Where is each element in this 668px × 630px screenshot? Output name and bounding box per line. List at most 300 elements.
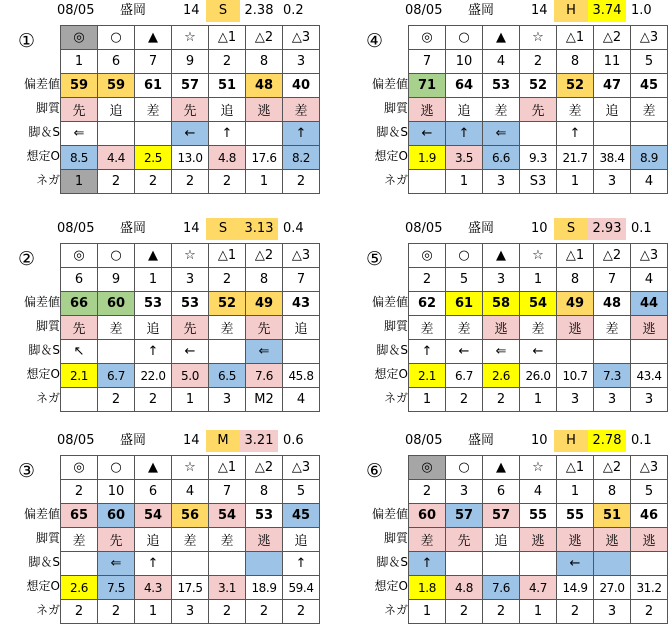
odds-cell: 4.3 xyxy=(135,576,172,600)
kyakushitsu-cell: 差 xyxy=(594,316,631,340)
odds-cell: 17.5 xyxy=(172,576,209,600)
ashi-s-cell: ⇐ xyxy=(61,122,98,146)
nega-cell: 2 xyxy=(446,388,483,412)
ashi-s-cell: ↑ xyxy=(209,122,246,146)
odds-cell: 2.6 xyxy=(61,576,98,600)
hensachi-cell: 57 xyxy=(446,504,483,528)
horse-number-cell: 2 xyxy=(409,268,446,292)
mark-cell: ◎ xyxy=(61,244,98,268)
nega-cell: 2 xyxy=(283,600,320,624)
race-type: S xyxy=(206,218,240,240)
odds-cell: 6.7 xyxy=(98,364,135,388)
race-panel xyxy=(0,0,330,195)
row-label: 想定O xyxy=(374,579,408,593)
kyakushitsu-cell: 追 xyxy=(283,528,320,552)
kyakushitsu-cell: 逃 xyxy=(631,316,668,340)
race-table xyxy=(60,25,320,194)
ashi-s-cell: ↑ xyxy=(135,552,172,576)
horse-number-cell: 2 xyxy=(409,480,446,504)
table-row xyxy=(61,340,320,364)
nega-cell: 2 xyxy=(631,600,668,624)
mark-cell: ▲ xyxy=(135,456,172,480)
odds-cell: 10.7 xyxy=(557,364,594,388)
ashi-s-cell: ↑ xyxy=(409,340,446,364)
row-label: ネガ xyxy=(35,391,60,405)
row-label: 偏差値 xyxy=(371,507,408,521)
kyakushitsu-cell: 差 xyxy=(409,528,446,552)
nega-cell: 3 xyxy=(172,600,209,624)
ashi-s-cell xyxy=(520,552,557,576)
table-row xyxy=(61,576,320,600)
hensachi-cell: 64 xyxy=(446,74,483,98)
nega-cell: 2 xyxy=(209,170,246,194)
ashi-s-cell xyxy=(98,340,135,364)
race-date: 08/05 xyxy=(57,3,95,18)
ashi-s-cell xyxy=(172,552,209,576)
row-label: 脚質 xyxy=(383,531,408,545)
venue-name: 盛岡 xyxy=(468,221,495,236)
table-row xyxy=(61,364,320,388)
mark-cell: ○ xyxy=(98,26,135,50)
mark-cell: △3 xyxy=(283,456,320,480)
hensachi-cell: 60 xyxy=(98,292,135,316)
horse-number-cell: 5 xyxy=(446,268,483,292)
odds-cell: 4.8 xyxy=(209,146,246,170)
mark-cell: ○ xyxy=(446,244,483,268)
odds-cell: 3.5 xyxy=(446,146,483,170)
header-value: 2.93 xyxy=(588,218,626,240)
header-value: 3.21 xyxy=(240,430,278,452)
race-table xyxy=(60,243,320,412)
hensachi-cell: 48 xyxy=(594,292,631,316)
race-type: H xyxy=(554,0,588,22)
hensachi-cell: 40 xyxy=(283,74,320,98)
table-row xyxy=(61,552,320,576)
ashi-s-cell: ⇐ xyxy=(483,340,520,364)
header-value-2: 1.0 xyxy=(631,3,652,18)
race-type: S xyxy=(206,0,240,22)
ashi-s-cell: ← xyxy=(172,122,209,146)
horse-number-cell: 1 xyxy=(61,50,98,74)
odds-cell: 7.6 xyxy=(483,576,520,600)
row-label: 想定O xyxy=(374,367,408,381)
kyakushitsu-cell: 差 xyxy=(631,98,668,122)
ashi-s-cell xyxy=(631,552,668,576)
horse-number-cell: 7 xyxy=(135,50,172,74)
ashi-s-cell xyxy=(594,122,631,146)
hensachi-cell: 66 xyxy=(61,292,98,316)
mark-cell: △1 xyxy=(209,456,246,480)
kyakushitsu-cell: 追 xyxy=(446,98,483,122)
nega-cell: 2 xyxy=(246,600,283,624)
kyakushitsu-cell: 逃 xyxy=(557,528,594,552)
odds-cell: 2.1 xyxy=(61,364,98,388)
hensachi-cell: 52 xyxy=(557,74,594,98)
horse-number-cell: 11 xyxy=(594,50,631,74)
ashi-s-cell: ↑ xyxy=(409,552,446,576)
odds-cell: 45.8 xyxy=(283,364,320,388)
table-row xyxy=(61,122,320,146)
mark-cell: △2 xyxy=(246,456,283,480)
odds-cell: 38.4 xyxy=(594,146,631,170)
table-row xyxy=(61,528,320,552)
odds-cell: 3.1 xyxy=(209,576,246,600)
kyakushitsu-cell: 逃 xyxy=(246,98,283,122)
field-count: 14 xyxy=(183,433,200,448)
horse-number-cell: 2 xyxy=(61,480,98,504)
horse-number-cell: 7 xyxy=(283,268,320,292)
odds-cell: 59.4 xyxy=(283,576,320,600)
race-number: ① xyxy=(18,30,36,52)
nega-cell: 2 xyxy=(172,170,209,194)
horse-number-cell: 3 xyxy=(483,268,520,292)
table-row xyxy=(61,316,320,340)
mark-cell: △2 xyxy=(594,244,631,268)
table-row xyxy=(409,552,668,576)
kyakushitsu-cell: 逃 xyxy=(557,316,594,340)
field-count: 10 xyxy=(531,221,548,236)
horse-number-cell: 7 xyxy=(409,50,446,74)
odds-cell: 2.5 xyxy=(135,146,172,170)
mark-cell: △2 xyxy=(594,456,631,480)
venue-name: 盛岡 xyxy=(120,221,147,236)
table-row xyxy=(409,528,668,552)
horse-number-cell: 3 xyxy=(172,268,209,292)
ashi-s-cell xyxy=(557,340,594,364)
hensachi-cell: 51 xyxy=(594,504,631,528)
kyakushitsu-cell: 差 xyxy=(61,528,98,552)
horse-number-cell: 9 xyxy=(98,268,135,292)
mark-cell: ○ xyxy=(98,456,135,480)
nega-cell: 1 xyxy=(557,170,594,194)
hensachi-cell: 59 xyxy=(61,74,98,98)
row-label: 想定O xyxy=(374,149,408,163)
ashi-s-cell: ⇐ xyxy=(483,122,520,146)
hensachi-cell: 53 xyxy=(135,292,172,316)
hensachi-cell: 48 xyxy=(246,74,283,98)
row-label: 偏差値 xyxy=(23,507,60,521)
nega-cell: 1 xyxy=(520,388,557,412)
race-number: ④ xyxy=(366,30,384,52)
hensachi-cell: 54 xyxy=(135,504,172,528)
kyakushitsu-cell: 追 xyxy=(135,528,172,552)
odds-cell: 8.9 xyxy=(631,146,668,170)
ashi-s-cell xyxy=(283,340,320,364)
mark-cell: ◎ xyxy=(61,456,98,480)
ashi-s-cell: ↑ xyxy=(557,122,594,146)
ashi-s-cell: ← xyxy=(446,340,483,364)
mark-cell: ▲ xyxy=(483,456,520,480)
nega-cell: 1 xyxy=(172,388,209,412)
hensachi-cell: 45 xyxy=(283,504,320,528)
mark-cell: ☆ xyxy=(520,244,557,268)
odds-cell: 2.6 xyxy=(483,364,520,388)
odds-cell: 14.9 xyxy=(557,576,594,600)
nega-cell: 3 xyxy=(557,388,594,412)
ashi-s-cell: ← xyxy=(520,340,557,364)
table-row xyxy=(61,292,320,316)
nega-cell: 1 xyxy=(520,600,557,624)
table-row xyxy=(409,122,668,146)
table-row xyxy=(409,504,668,528)
nega-cell: 1 xyxy=(246,170,283,194)
odds-cell: 7.3 xyxy=(594,364,631,388)
kyakushitsu-cell: 差 xyxy=(209,316,246,340)
race-number: ② xyxy=(18,248,36,270)
mark-cell: ○ xyxy=(98,244,135,268)
mark-cell: ◎ xyxy=(61,26,98,50)
kyakushitsu-cell: 先 xyxy=(172,316,209,340)
kyakushitsu-cell: 逃 xyxy=(409,98,446,122)
mark-cell: ☆ xyxy=(172,456,209,480)
horse-number-cell: 10 xyxy=(98,480,135,504)
field-count: 14 xyxy=(531,3,548,18)
odds-cell: 6.6 xyxy=(483,146,520,170)
mark-cell: △1 xyxy=(209,26,246,50)
mark-cell: △3 xyxy=(283,26,320,50)
ashi-s-cell xyxy=(61,552,98,576)
horse-number-cell: 6 xyxy=(98,50,135,74)
kyakushitsu-cell: 差 xyxy=(520,316,557,340)
table-row xyxy=(61,50,320,74)
kyakushitsu-cell: 差 xyxy=(172,528,209,552)
ashi-s-cell: ⇐ xyxy=(98,552,135,576)
mark-cell: △1 xyxy=(209,244,246,268)
horse-number-cell: 8 xyxy=(557,50,594,74)
table-row xyxy=(61,98,320,122)
odds-cell: 1.8 xyxy=(409,576,446,600)
horse-number-cell: 4 xyxy=(172,480,209,504)
hensachi-cell: 49 xyxy=(246,292,283,316)
ashi-s-cell: ↑ xyxy=(283,552,320,576)
header-value-2: 0.2 xyxy=(283,3,304,18)
odds-cell: 6.7 xyxy=(446,364,483,388)
horse-number-cell: 2 xyxy=(209,268,246,292)
ashi-s-cell: ← xyxy=(557,552,594,576)
table-row xyxy=(61,504,320,528)
horse-number-cell: 5 xyxy=(283,480,320,504)
odds-cell: 2.1 xyxy=(409,364,446,388)
table-row xyxy=(61,244,320,268)
table-row xyxy=(61,74,320,98)
mark-cell: ◎ xyxy=(409,26,446,50)
odds-cell: 7.6 xyxy=(246,364,283,388)
kyakushitsu-cell: 先 xyxy=(98,528,135,552)
table-row xyxy=(409,316,668,340)
header-value-2: 0.4 xyxy=(283,221,304,236)
kyakushitsu-cell: 逃 xyxy=(520,528,557,552)
table-row xyxy=(61,456,320,480)
horse-number-cell: 7 xyxy=(209,480,246,504)
hensachi-cell: 44 xyxy=(631,292,668,316)
nega-cell: 2 xyxy=(61,600,98,624)
mark-cell: ▲ xyxy=(135,26,172,50)
odds-cell: 6.5 xyxy=(209,364,246,388)
table-row xyxy=(409,244,668,268)
kyakushitsu-cell: 追 xyxy=(135,316,172,340)
table-row xyxy=(409,292,668,316)
table-row xyxy=(61,388,320,412)
mark-cell: ○ xyxy=(446,456,483,480)
row-label: 偏差値 xyxy=(371,295,408,309)
horse-number-cell: 6 xyxy=(483,480,520,504)
row-label: ネガ xyxy=(35,173,60,187)
kyakushitsu-cell: 逃 xyxy=(483,316,520,340)
hensachi-cell: 57 xyxy=(172,74,209,98)
mark-cell: △2 xyxy=(246,26,283,50)
nega-cell xyxy=(409,170,446,194)
horse-number-cell: 8 xyxy=(246,480,283,504)
odds-cell: 8.2 xyxy=(283,146,320,170)
race-panel xyxy=(0,218,330,413)
kyakushitsu-cell: 差 xyxy=(135,98,172,122)
kyakushitsu-cell: 追 xyxy=(209,98,246,122)
horse-number-cell: 8 xyxy=(246,50,283,74)
row-label: 脚質 xyxy=(35,319,60,333)
row-label: ネガ xyxy=(383,173,408,187)
table-row xyxy=(409,576,668,600)
horse-number-cell: 1 xyxy=(135,268,172,292)
row-label: 脚＆S xyxy=(28,343,60,357)
odds-cell: 22.0 xyxy=(135,364,172,388)
nega-cell: S3 xyxy=(520,170,557,194)
table-row xyxy=(409,74,668,98)
nega-cell: 2 xyxy=(446,600,483,624)
table-row xyxy=(61,170,320,194)
table-row xyxy=(61,268,320,292)
mark-cell: △2 xyxy=(594,26,631,50)
row-label: 脚質 xyxy=(383,101,408,115)
mark-cell: △3 xyxy=(631,456,668,480)
horse-number-cell: 4 xyxy=(631,268,668,292)
ashi-s-cell xyxy=(135,122,172,146)
nega-cell: 1 xyxy=(135,600,172,624)
venue-name: 盛岡 xyxy=(120,3,147,18)
horse-number-cell: 3 xyxy=(446,480,483,504)
row-label: ネガ xyxy=(383,603,408,617)
venue-name: 盛岡 xyxy=(468,3,495,18)
row-label: 脚質 xyxy=(35,101,60,115)
horse-number-cell: 2 xyxy=(209,50,246,74)
ashi-s-cell: ↑ xyxy=(446,122,483,146)
header-value: 2.78 xyxy=(588,430,626,452)
hensachi-cell: 45 xyxy=(631,74,668,98)
kyakushitsu-cell: 先 xyxy=(246,316,283,340)
odds-cell: 1.9 xyxy=(409,146,446,170)
mark-cell: △3 xyxy=(631,26,668,50)
hensachi-cell: 53 xyxy=(483,74,520,98)
odds-cell: 9.3 xyxy=(520,146,557,170)
ashi-s-cell xyxy=(98,122,135,146)
row-label: 想定O xyxy=(26,149,60,163)
nega-cell: 2 xyxy=(135,170,172,194)
mark-cell: ▲ xyxy=(483,244,520,268)
mark-cell: ▲ xyxy=(135,244,172,268)
row-label: 脚＆S xyxy=(376,555,408,569)
kyakushitsu-cell: 先 xyxy=(172,98,209,122)
horse-number-cell: 5 xyxy=(631,50,668,74)
header-value-2: 0.6 xyxy=(283,433,304,448)
ashi-s-cell xyxy=(446,552,483,576)
mark-cell: ☆ xyxy=(172,26,209,50)
field-count: 14 xyxy=(183,221,200,236)
kyakushitsu-cell: 差 xyxy=(446,316,483,340)
hensachi-cell: 61 xyxy=(135,74,172,98)
kyakushitsu-cell: 差 xyxy=(283,98,320,122)
venue-name: 盛岡 xyxy=(468,433,495,448)
hensachi-cell: 59 xyxy=(98,74,135,98)
nega-cell: 2 xyxy=(209,600,246,624)
hensachi-cell: 71 xyxy=(409,74,446,98)
table-row xyxy=(61,600,320,624)
odds-cell: 27.0 xyxy=(594,576,631,600)
mark-cell: △1 xyxy=(557,244,594,268)
table-row xyxy=(409,98,668,122)
mark-cell: △1 xyxy=(557,26,594,50)
horse-number-cell: 6 xyxy=(61,268,98,292)
race-table xyxy=(408,455,668,624)
nega-cell: 2 xyxy=(557,600,594,624)
hensachi-cell: 58 xyxy=(483,292,520,316)
kyakushitsu-cell: 差 xyxy=(209,528,246,552)
row-label: 想定O xyxy=(26,367,60,381)
race-date: 08/05 xyxy=(405,221,443,236)
table-row xyxy=(409,268,668,292)
nega-cell: 2 xyxy=(283,170,320,194)
horse-number-cell: 8 xyxy=(594,480,631,504)
nega-cell: 3 xyxy=(631,388,668,412)
row-label: 偏差値 xyxy=(23,295,60,309)
header-value: 2.38 xyxy=(244,3,274,18)
nega-cell: 4 xyxy=(631,170,668,194)
nega-cell: 2 xyxy=(483,600,520,624)
horse-number-cell: 9 xyxy=(172,50,209,74)
nega-cell: 3 xyxy=(594,600,631,624)
race-table xyxy=(408,243,668,412)
nega-cell: 3 xyxy=(209,388,246,412)
nega-cell: 1 xyxy=(446,170,483,194)
nega-cell: 2 xyxy=(98,388,135,412)
race-table xyxy=(60,455,320,624)
ashi-s-cell: ↑ xyxy=(283,122,320,146)
race-date: 08/05 xyxy=(57,433,95,448)
table-row xyxy=(409,26,668,50)
odds-cell: 13.0 xyxy=(172,146,209,170)
horse-number-cell: 1 xyxy=(557,480,594,504)
kyakushitsu-cell: 追 xyxy=(483,528,520,552)
horse-number-cell: 8 xyxy=(246,268,283,292)
hensachi-cell: 60 xyxy=(98,504,135,528)
table-row xyxy=(409,146,668,170)
hensachi-cell: 46 xyxy=(631,504,668,528)
horse-number-cell: 3 xyxy=(283,50,320,74)
nega-cell: 3 xyxy=(594,388,631,412)
header-value: 3.13 xyxy=(240,218,278,240)
hensachi-cell: 55 xyxy=(557,504,594,528)
hensachi-cell: 57 xyxy=(483,504,520,528)
race-type: H xyxy=(554,430,588,452)
hensachi-cell: 53 xyxy=(246,504,283,528)
kyakushitsu-cell: 追 xyxy=(594,98,631,122)
horse-number-cell: 2 xyxy=(520,50,557,74)
race-panel xyxy=(0,430,330,625)
row-label: 偏差値 xyxy=(371,77,408,91)
horse-number-cell: 5 xyxy=(631,480,668,504)
field-count: 10 xyxy=(531,433,548,448)
hensachi-cell: 65 xyxy=(61,504,98,528)
nega-cell: 4 xyxy=(283,388,320,412)
mark-cell: ☆ xyxy=(520,456,557,480)
